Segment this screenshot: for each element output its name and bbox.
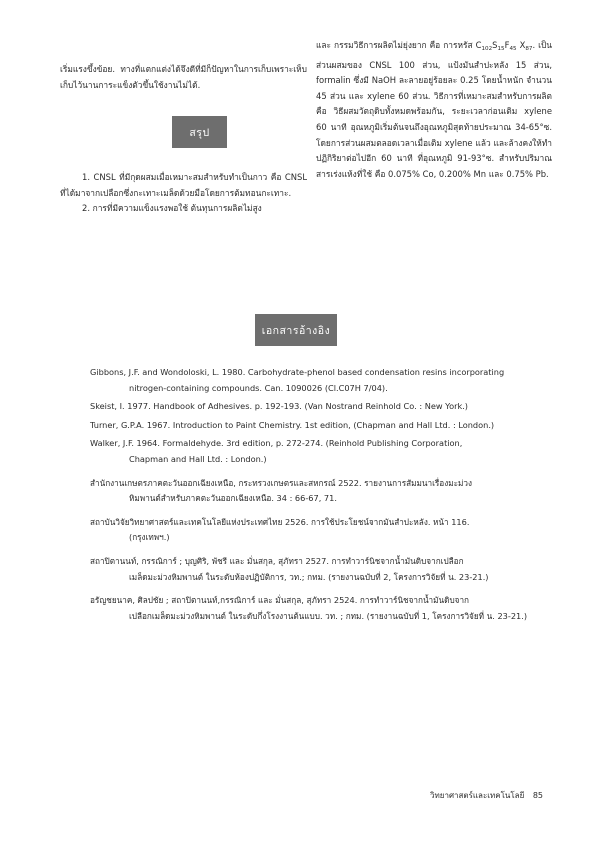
reference-text: สำนักงานเกษตรภาคตะวันออกเฉียงเหนือ, กระทรวงเกษตรและสหกรณ์ 2522. รายงานการสัมมนาเรื่องมะม่วง: [90, 477, 472, 488]
left-column: [60, 62, 307, 93]
formula-s: S: [492, 40, 498, 50]
formula-c-subscript: 102: [481, 46, 493, 52]
reference-item: [90, 418, 530, 434]
footer-journal-name: วิทยาศาสตร์และเทคโนโลยี: [430, 791, 525, 800]
summary-list: [60, 170, 307, 217]
summary-heading: สรุป: [172, 116, 227, 148]
references-list: [90, 365, 530, 627]
right-paragraph-body: . เป็นส่วนผสมของ CNSL 100 ส่วน, แป้งมันสำปะหลัง 15 ส่วน, formalin ซึ่งมี NaOH ละลายอยู่ร้อยละ 0.25 โดยน้ำหนัก จำนวน 45 ส่วน และ xylene 60 ส่วน. วิธีการที่เหมาะสมสำหรับการผลิตคือ วิธีผสมวัตถุดิบทั้งหมดพร้อมกัน, ระยะเวลาก่อนเติม xylene 60 นาที อุณหภูมิเริ่มต้นจนถึงอุณหภูมิสุดท้ายประมาณ 34-65°ซ. โดยการส่วนผสมตลอดเวลาเมื่อเติม xylene แล้ว และล้างคงให้ทำปฏิกิริยาต่อไปอีก 60 นาที ที่อุณหภูมิ 91-93°ซ. สำหรับปริมาณสารเร่งแห้งที่ใช้ คือ 0.075% Co, 0.200% Mn และ 0.75% Pb.: [316, 40, 552, 179]
reference-item: [90, 436, 530, 467]
reference-continuation: หิมพานต์สำหรับภาคตะวันออกเฉียงเหนือ. 34 : 66-67, 71.: [129, 493, 337, 504]
intro-paragraph: เริ่มแรงขึ้งข้อย. ทางที่แตกแต่งได้จึงดีที่มีก็ปัญหาในการเก็บเพราะเห็บเก็บไว้นานการะแข็งตัวขึ้นใช้งานไม่ได้.: [60, 64, 307, 90]
references-heading: เอกสารอ้างอิง: [255, 314, 337, 346]
reference-continuation: nitrogen-containing compounds. Can. 1090026 (Cl.C07H 7/04).: [129, 382, 388, 393]
reference-item: [90, 515, 530, 546]
formula-f-subscript: 45: [509, 46, 517, 52]
reference-text: Gibbons, J.F. and Wondoloski, L. 1980. Carbohydrate-phenol based condensation resins incorporating: [90, 367, 505, 377]
reference-continuation: เมล็ดมะม่วงหิมพานต์ ในระดับห้องปฏิบัติการ, วท.; กทม. (รายงานฉบับที่ 2, โครงการวิจัยที่ น. 23-21.): [129, 571, 489, 582]
formula-x: X: [519, 40, 526, 50]
reference-item: [90, 476, 530, 507]
reference-item: [90, 365, 530, 396]
summary-item-2: 2. การที่มีความแข็งแรงพอใช้ ต้นทุนการผลิตไม่สูง: [82, 203, 262, 214]
reference-text: Walker, J.F. 1964. Formaldehyde. 3rd edition, p. 272-274. (Reinhold Publishing Corporation,: [90, 438, 463, 449]
right-paragraph-lead: และ กรรมวิธีการผลิตไม่ยุ่งยาก คือ การหรัส C: [316, 40, 482, 50]
summary-item-1: 1. CNSL ที่มีกุดผสมเมื่อเหมาะสมสำหรับทำเป็นกาว คือ CNSL ที่ได้มาจากเปลือกซึ่งกะเทาะเมล็ดด้วยมือโดยการต้มทอนกะเทาะ.: [60, 172, 307, 198]
formula-x-subscript: 87: [525, 46, 533, 52]
right-paragraph: [316, 38, 552, 182]
formula-s-subscript: 15: [497, 46, 505, 52]
reference-text: อรัญชยนาค, ศิลปชัย ; สถาปิตานนท์,กรรณิการ์ และ มั่นสกุล, สุภัทรา 2524. การทำวาร์นิชจากน้ำมันดิบจาก: [90, 595, 470, 606]
reference-item: [90, 593, 530, 624]
right-column: [316, 38, 552, 182]
reference-text: สถาบันวิจัยวิทยาศาสตร์และเทคโนโลยีแห่งประเทศไทย 2526. การใช้ประโยชน์จากมันสำปะหลัง. หน้า 116.: [90, 516, 470, 527]
reference-item: [90, 554, 530, 585]
reference-text: Turner, G.P.A. 1967. Introduction to Paint Chemistry. 1st edition, (Chapman and Hall Ltd. : London.): [90, 419, 495, 430]
reference-text: Skeist, I. 1977. Handbook of Adhesives. p. 192-193. (Van Nostrand Reinhold Co. : New York.): [90, 401, 468, 412]
formula-f: F: [504, 40, 510, 50]
reference-text: สถาปิตานนท์, กรรณิการ์ ; บุญศิริ, พัชรี และ มั่นสกุล, สุภัทรา 2527. การทำวาร์นิชจากน้ำมันดิบจากเปลือก: [90, 555, 464, 566]
reference-continuation: Chapman and Hall Ltd. : London.): [129, 453, 267, 464]
reference-continuation: (กรุงเทพฯ.): [129, 532, 170, 543]
reference-continuation: เปลือกเมล็ดมะม่วงหิมพานต์ ในระดับกึ่งโรงงานต้นแบบ. วท. ; กทม. (รายงานฉบับที่ 1, โครงการวิจัยที่ น. 23-21.): [129, 610, 528, 621]
page-footer: [430, 789, 543, 802]
page-number: 85: [532, 791, 543, 800]
reference-item: [90, 399, 530, 415]
